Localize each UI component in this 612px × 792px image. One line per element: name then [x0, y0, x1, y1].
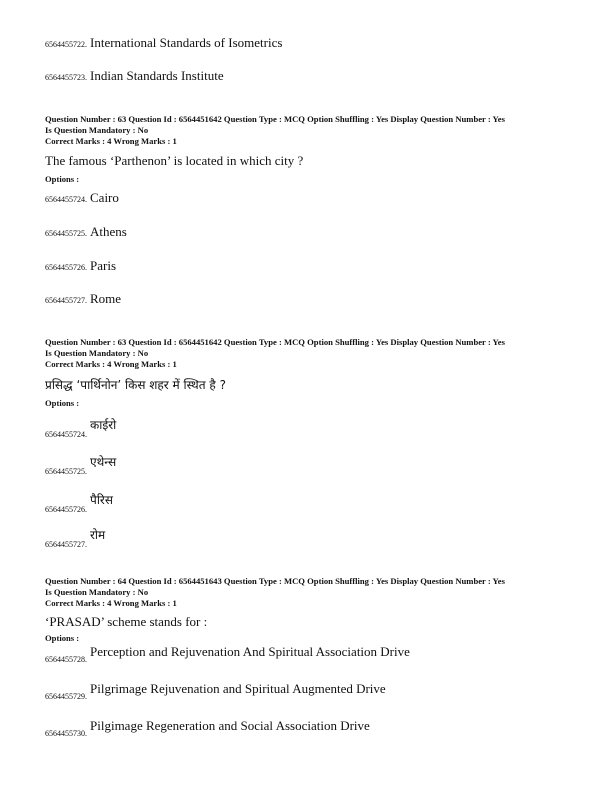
question-text: प्रसिद्ध ‘पार्थिनोन’ किस शहर में स्थित है ?	[45, 378, 226, 392]
question-text: ‘PRASAD’ scheme stands for :	[45, 614, 208, 629]
option-text: रोम	[90, 528, 106, 542]
mandatory-flag: Is Question Mandatory : No	[45, 348, 149, 358]
option-text: Pilgrimage Rejuvenation and Spiritual Augmented Drive	[90, 681, 386, 696]
option-row	[45, 644, 410, 667]
option-row	[45, 528, 106, 552]
marks-info: Correct Marks : 4 Wrong Marks : 1	[45, 598, 177, 608]
question-text: The famous ‘Parthenon’ is located in which city ?	[45, 153, 304, 168]
option-id: 6564455726.	[45, 505, 87, 514]
options-label: Options :	[45, 398, 80, 408]
option-row	[45, 455, 117, 479]
question-meta	[45, 576, 575, 609]
question-meta	[45, 337, 575, 370]
option-id: 6564455727.	[45, 540, 87, 549]
question-meta	[45, 114, 575, 147]
options-label: Options :	[45, 633, 80, 643]
option-row	[45, 418, 117, 442]
option-id: 6564455724.	[45, 430, 87, 439]
option-text: Athens	[90, 224, 127, 239]
option-row	[45, 718, 370, 741]
option-id: 6564455727.	[45, 296, 87, 305]
marks-info: Correct Marks : 4 Wrong Marks : 1	[45, 359, 177, 369]
option-text: International Standards of Isometrics	[90, 35, 283, 50]
marks-info: Correct Marks : 4 Wrong Marks : 1	[45, 136, 177, 146]
option-row	[45, 223, 127, 241]
option-row	[45, 290, 121, 308]
option-text: Rome	[90, 291, 122, 306]
question-header: Question Number : 63 Question Id : 6564451642 Question Type : MCQ Option Shuffling : Yes Display Question Number : Yes	[45, 337, 505, 347]
option-row	[45, 189, 119, 207]
option-id: 6564455729.	[45, 692, 87, 701]
option-text: पैरिस	[90, 493, 113, 507]
question-header: Question Number : 64 Question Id : 6564451643 Question Type : MCQ Option Shuffling : Yes Display Question Number : Yes	[45, 576, 505, 586]
option-id: 6564455724.	[45, 195, 87, 204]
option-id: 6564455728.	[45, 655, 87, 664]
option-text: Paris	[90, 258, 116, 273]
mandatory-flag: Is Question Mandatory : No	[45, 587, 149, 597]
option-text: एथेन्स	[90, 455, 117, 469]
option-id: 6564455722.	[45, 40, 87, 49]
option-text: Cairo	[90, 190, 119, 205]
option-id: 6564455730.	[45, 729, 87, 738]
option-id: 6564455723.	[45, 73, 87, 82]
option-row	[45, 493, 113, 517]
option-id: 6564455726.	[45, 263, 87, 272]
option-id: 6564455725.	[45, 229, 87, 238]
option-text: काईरो	[90, 418, 117, 432]
option-text: Perception and Rejuvenation And Spiritual Association Drive	[90, 644, 410, 659]
options-label: Options :	[45, 174, 80, 184]
option-row	[45, 34, 282, 52]
option-text: Pilgimage Regeneration and Social Association Drive	[90, 718, 370, 733]
option-row	[45, 257, 116, 275]
option-id: 6564455725.	[45, 467, 87, 476]
option-text: Indian Standards Institute	[90, 68, 224, 83]
question-header: Question Number : 63 Question Id : 6564451642 Question Type : MCQ Option Shuffling : Yes Display Question Number : Yes	[45, 114, 505, 124]
option-row	[45, 67, 224, 85]
mandatory-flag: Is Question Mandatory : No	[45, 125, 149, 135]
option-row	[45, 681, 386, 704]
